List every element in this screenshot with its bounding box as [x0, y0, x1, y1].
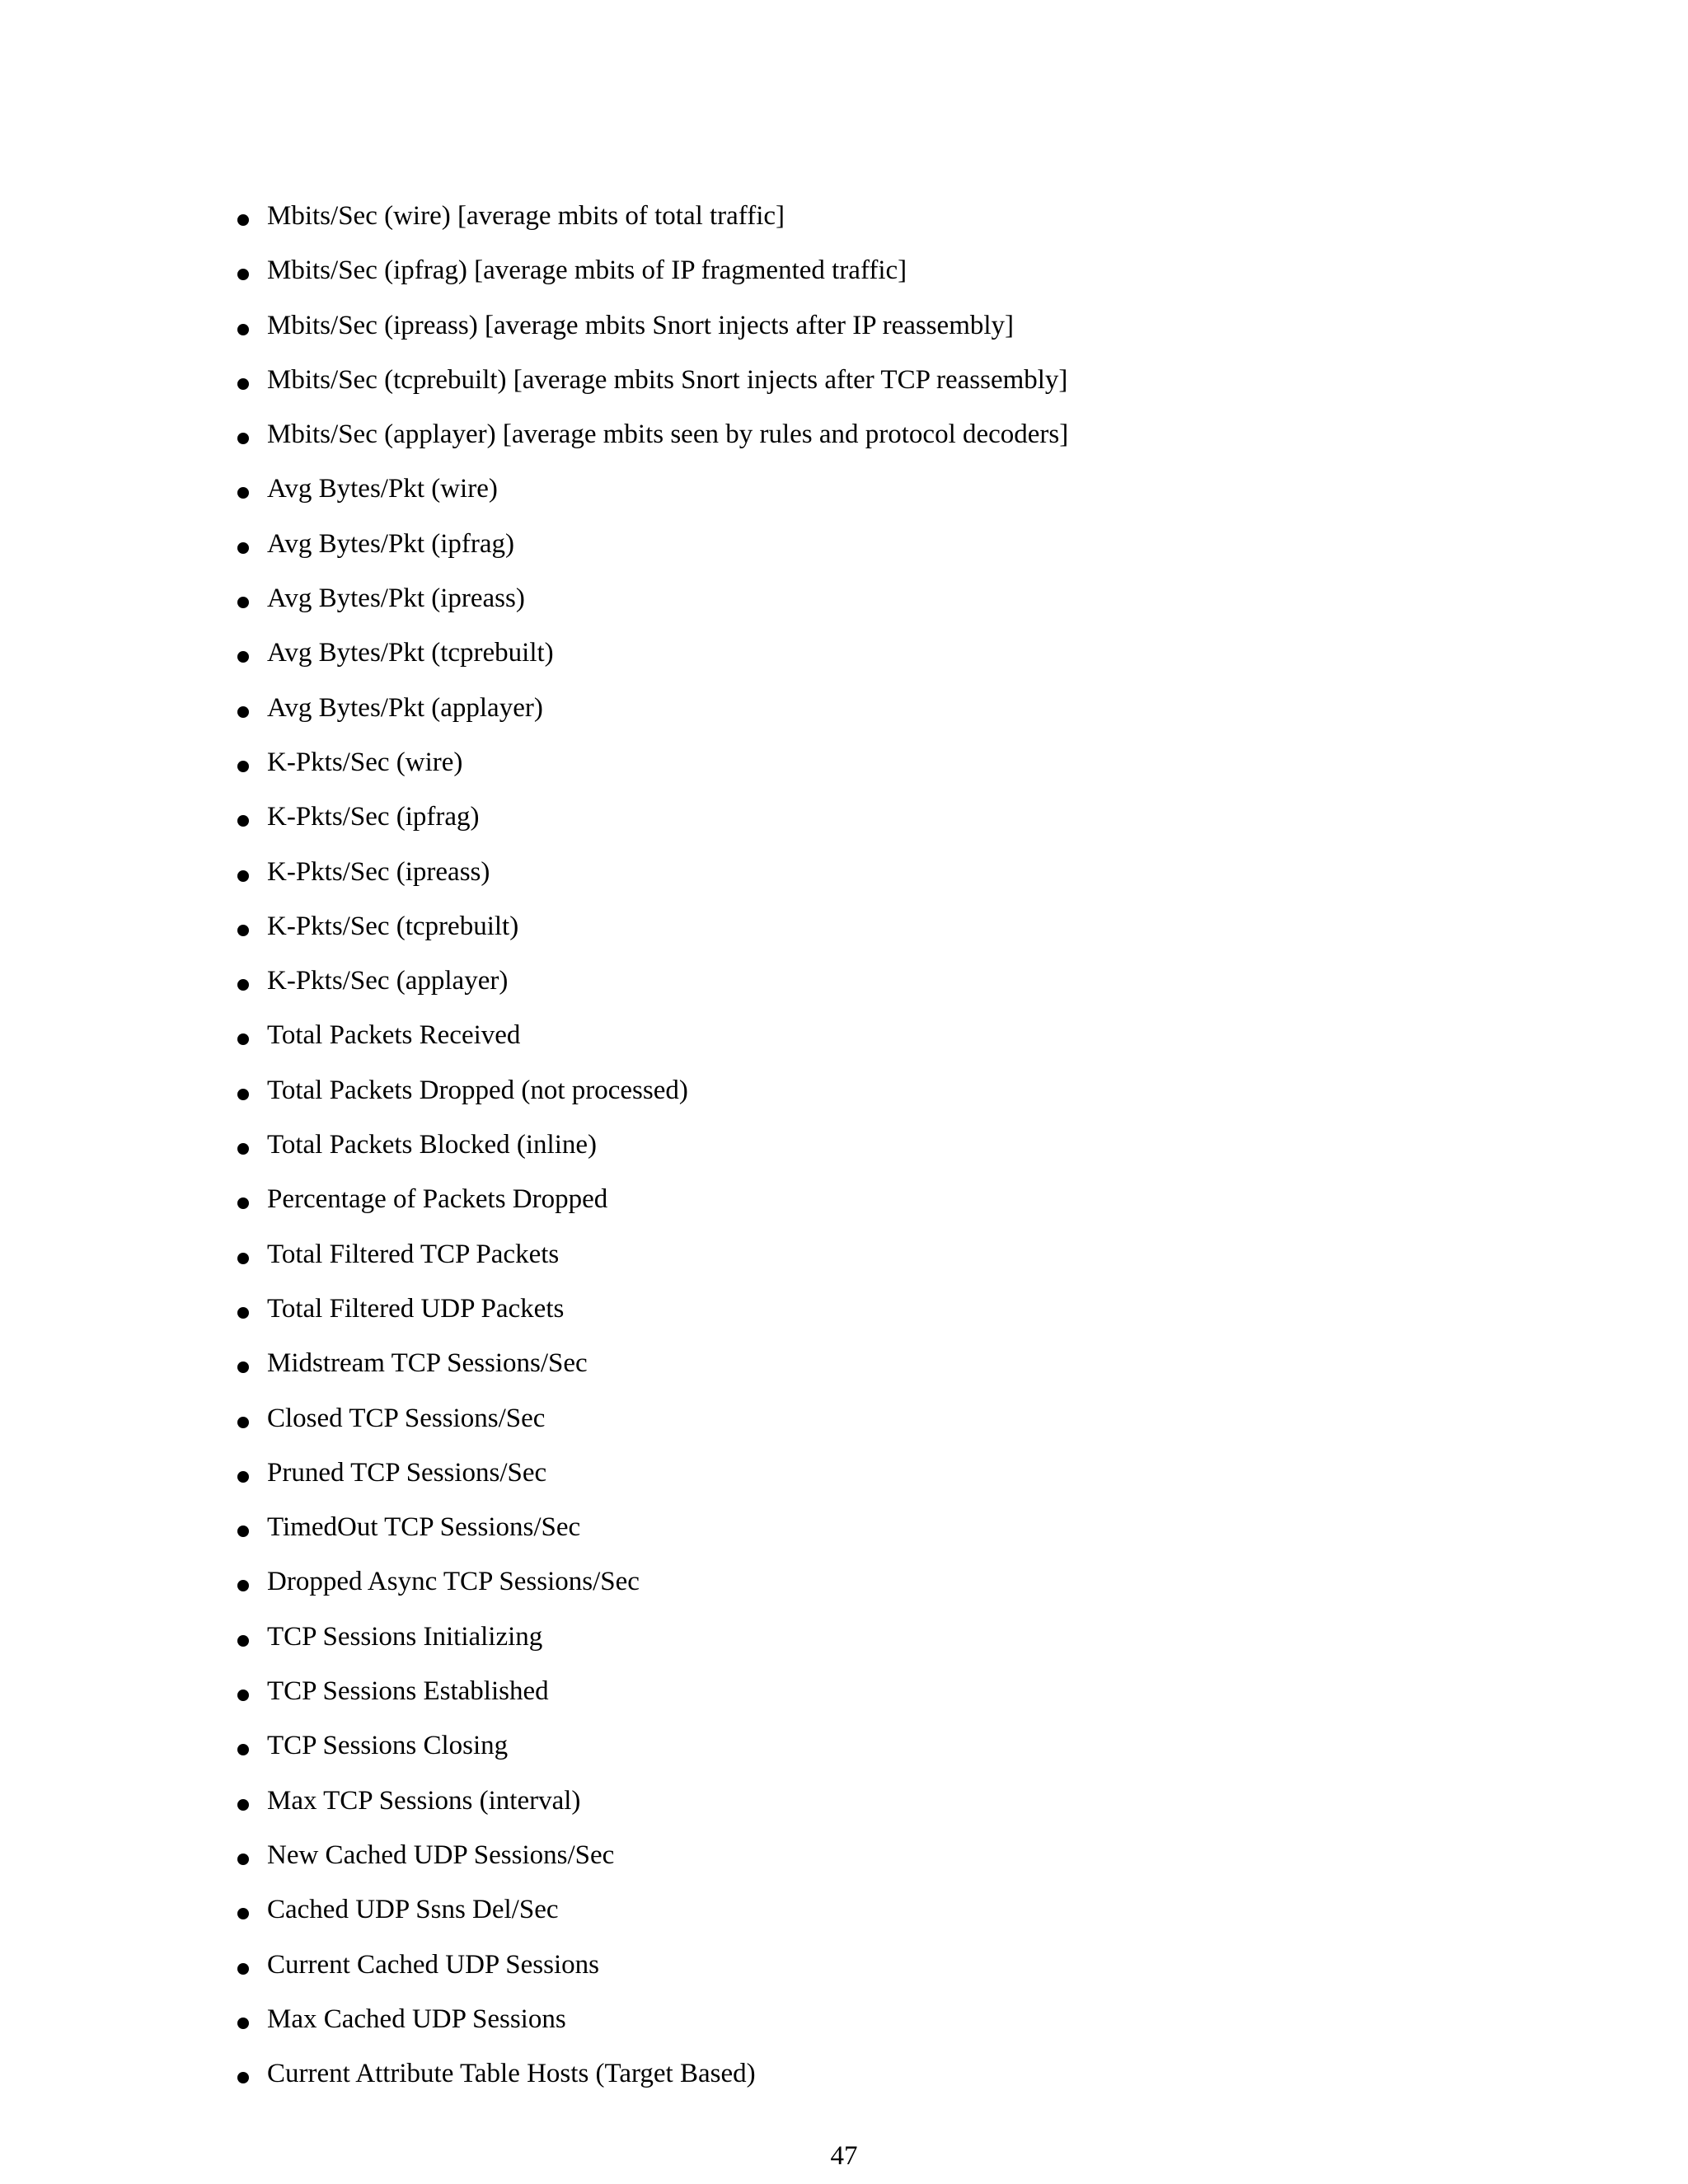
list-item-text: K-Pkts/Sec (ipreass)	[267, 856, 490, 887]
list-item	[237, 250, 1068, 304]
list-item	[237, 632, 1068, 687]
list-item-text: Total Filtered UDP Packets	[267, 1293, 565, 1324]
bullet-icon	[237, 1580, 249, 1591]
list-item	[237, 1944, 1068, 1999]
bullet-icon	[237, 1963, 249, 1975]
list-item-text: Pruned TCP Sessions/Sec	[267, 1457, 547, 1488]
bullet-icon	[237, 597, 249, 608]
bullet-icon	[237, 1307, 249, 1319]
list-item	[237, 195, 1068, 250]
list-item	[237, 1725, 1068, 1779]
bullet-icon	[237, 1197, 249, 1209]
bullet-icon	[237, 1143, 249, 1155]
list-item	[237, 742, 1068, 796]
list-item-text: Percentage of Packets Dropped	[267, 1184, 608, 1215]
list-item-text: Avg Bytes/Pkt (ipfrag)	[267, 528, 515, 559]
list-item	[237, 796, 1068, 851]
list-item-text: New Cached UDP Sessions/Sec	[267, 1840, 615, 1870]
bullet-icon	[237, 2072, 249, 2083]
list-item	[237, 960, 1068, 1015]
list-item	[237, 1889, 1068, 1943]
list-item	[237, 687, 1068, 742]
list-item	[237, 305, 1068, 359]
list-item-text: Total Filtered TCP Packets	[267, 1239, 560, 1269]
bullet-icon	[237, 1635, 249, 1647]
list-item-text: K-Pkts/Sec (applayer)	[267, 966, 509, 996]
bullet-icon	[237, 269, 249, 280]
list-item-text: Current Attribute Table Hosts (Target Based)	[267, 2059, 756, 2089]
bullet-icon	[237, 651, 249, 663]
list-item	[237, 1288, 1068, 1343]
bullet-icon	[237, 1417, 249, 1428]
list-item	[237, 1070, 1068, 1124]
list-item	[237, 1124, 1068, 1179]
bullet-icon	[237, 815, 249, 827]
list-item	[237, 1780, 1068, 1835]
list-item	[237, 1398, 1068, 1452]
list-item-text: Avg Bytes/Pkt (tcprebuilt)	[267, 638, 554, 668]
list-item	[237, 1671, 1068, 1725]
bullet-icon	[237, 979, 249, 991]
bullet-icon	[237, 2018, 249, 2029]
list-item-text: Total Packets Blocked (inline)	[267, 1130, 597, 1160]
bullet-icon	[237, 1854, 249, 1865]
list-item	[237, 1835, 1068, 1889]
bullet-icon	[237, 1526, 249, 1537]
list-item-text: Midstream TCP Sessions/Sec	[267, 1348, 588, 1379]
list-item	[237, 1343, 1068, 1397]
list-item	[237, 359, 1068, 414]
bullet-icon	[237, 1744, 249, 1755]
list-item	[237, 1999, 1068, 2053]
list-item	[237, 1561, 1068, 1615]
bullet-icon	[237, 1471, 249, 1483]
list-item-text: Max TCP Sessions (interval)	[267, 1785, 581, 1816]
list-item-text: Total Packets Received	[267, 1020, 521, 1051]
list-item	[237, 1179, 1068, 1233]
list-item-text: Mbits/Sec (ipfrag) [average mbits of IP fragmented traffic]	[267, 255, 907, 286]
bullet-icon	[237, 542, 249, 554]
list-item-text: TimedOut TCP Sessions/Sec	[267, 1512, 581, 1543]
list-item-text: K-Pkts/Sec (wire)	[267, 747, 463, 777]
list-item-text: TCP Sessions Initializing	[267, 1621, 543, 1652]
list-item-text: K-Pkts/Sec (ipfrag)	[267, 802, 480, 832]
list-item	[237, 414, 1068, 468]
list-item-text: Mbits/Sec (tcprebuilt) [average mbits Snort injects after TCP reassembly]	[267, 364, 1068, 395]
bullet-icon	[237, 870, 249, 882]
statistics-bullet-list	[237, 195, 1068, 2107]
list-item	[237, 468, 1068, 523]
list-item	[237, 851, 1068, 906]
bullet-icon	[237, 1361, 249, 1373]
list-item-text: Avg Bytes/Pkt (applayer)	[267, 692, 543, 723]
list-item	[237, 523, 1068, 578]
list-item	[237, 1234, 1068, 1288]
list-item-text: Avg Bytes/Pkt (ipreass)	[267, 583, 525, 614]
bullet-icon	[237, 487, 249, 499]
list-item	[237, 1452, 1068, 1507]
bullet-icon	[237, 433, 249, 444]
bullet-icon	[237, 761, 249, 772]
list-item-text: Mbits/Sec (applayer) [average mbits seen by rules and protocol decoders]	[267, 419, 1069, 450]
bullet-icon	[237, 1089, 249, 1100]
list-item-text: Total Packets Dropped (not processed)	[267, 1075, 688, 1105]
list-item	[237, 1015, 1068, 1069]
bullet-icon	[237, 1908, 249, 1919]
bullet-icon	[237, 925, 249, 936]
bullet-icon	[237, 1033, 249, 1045]
bullet-icon	[237, 1799, 249, 1811]
bullet-icon	[237, 706, 249, 718]
list-item-text: Mbits/Sec (ipreass) [average mbits Snort injects after IP reassembly]	[267, 310, 1015, 340]
list-item-text: Max Cached UDP Sessions	[267, 2004, 566, 2034]
list-item-text: K-Pkts/Sec (tcprebuilt)	[267, 911, 519, 941]
list-item-text: Dropped Async TCP Sessions/Sec	[267, 1567, 640, 1597]
bullet-icon	[237, 1690, 249, 1701]
list-item	[237, 2053, 1068, 2107]
list-item	[237, 906, 1068, 960]
list-item-text: TCP Sessions Established	[267, 1676, 549, 1707]
page-number: 47	[830, 2141, 858, 2171]
bullet-icon	[237, 324, 249, 335]
bullet-icon	[237, 378, 249, 390]
list-item	[237, 1507, 1068, 1561]
bullet-icon	[237, 214, 249, 226]
list-item-text: Current Cached UDP Sessions	[267, 1949, 599, 1980]
list-item-text: Mbits/Sec (wire) [average mbits of total traffic]	[267, 201, 785, 231]
list-item-text: Avg Bytes/Pkt (wire)	[267, 474, 498, 504]
list-item	[237, 1616, 1068, 1671]
list-item-text: Closed TCP Sessions/Sec	[267, 1403, 546, 1433]
list-item	[237, 578, 1068, 632]
list-item-text: Cached UDP Ssns Del/Sec	[267, 1895, 559, 1925]
bullet-icon	[237, 1253, 249, 1264]
list-item-text: TCP Sessions Closing	[267, 1731, 509, 1761]
